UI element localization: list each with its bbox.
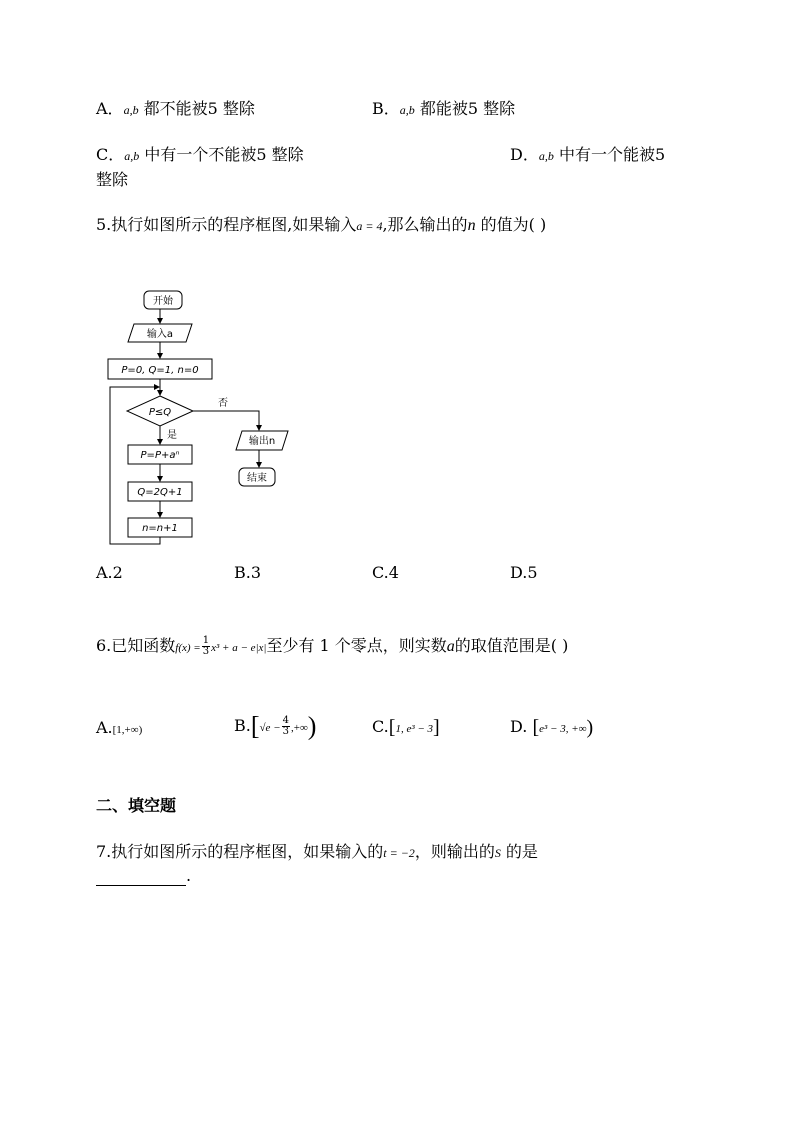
math-vars: a,b xyxy=(538,149,554,163)
flow-yes-label: 是 xyxy=(167,430,177,441)
q5-stem xyxy=(96,215,546,236)
math-vars: a,b xyxy=(124,149,140,163)
q5-option-c: C.4 xyxy=(372,563,399,582)
right-paren: ) xyxy=(586,716,594,739)
option-text: 中有一个不能被5 整除 xyxy=(144,145,304,164)
flow-start-label: 开始 xyxy=(153,296,173,307)
option-math: √e − xyxy=(259,722,281,734)
q4-option-d xyxy=(510,145,665,166)
math-fx: f(x) = xyxy=(175,642,201,654)
option-label: D. xyxy=(510,717,528,736)
period: . xyxy=(186,866,192,885)
q4-option-d-wrap: 整除 xyxy=(96,170,129,189)
right-paren: ) xyxy=(307,711,317,741)
q7-answer-line xyxy=(96,866,191,886)
q5-option-b: B.3 xyxy=(234,563,262,582)
math-var: n xyxy=(467,217,476,234)
option-text: 都不能被5 整除 xyxy=(143,99,255,118)
math-fraction xyxy=(202,636,210,657)
right-bracket: ] xyxy=(433,716,440,739)
math-expression: x³ + a − e|x| xyxy=(211,642,267,654)
fraction-num: 4 xyxy=(282,715,289,726)
flow-no-label: 否 xyxy=(218,398,228,409)
flow-init-label: P=0, Q=1, n=0 xyxy=(121,365,199,376)
stem-text: 的取值范围是( ) xyxy=(454,636,569,655)
flow-step3-label: n=n+1 xyxy=(142,523,178,534)
q6-option-a xyxy=(96,718,142,740)
left-bracket: [ xyxy=(250,711,260,741)
math-condition: t = −2 xyxy=(383,846,415,860)
left-bracket: [ xyxy=(388,716,396,739)
option-math: ,+∞ xyxy=(290,722,308,734)
math-vars: a,b xyxy=(399,103,415,117)
section-heading: 二、填空题 xyxy=(96,796,177,815)
stem-text: 的是 xyxy=(505,842,538,861)
q5-flowchart xyxy=(96,280,306,550)
flow-step1-label: P=P+aⁿ xyxy=(140,450,180,461)
stem-text: 6.已知函数 xyxy=(96,636,176,655)
option-math: e³ − 3, +∞ xyxy=(539,723,587,735)
stem-text: ，则输出的 xyxy=(414,842,495,861)
option-label: C． xyxy=(96,145,125,164)
q4-option-b xyxy=(372,99,515,120)
stem-text: 7.执行如图所示的程序框图，如果输入的 xyxy=(96,842,384,861)
q6-option-d xyxy=(510,712,593,744)
q6-option-b xyxy=(234,708,316,746)
stem-text: 5.执行如图所示的程序框图,如果输入 xyxy=(96,215,357,234)
q4-option-c xyxy=(96,145,304,166)
q4-option-a xyxy=(96,99,255,120)
q7-stem xyxy=(96,842,538,863)
math-var: S xyxy=(494,846,501,860)
answer-blank[interactable] xyxy=(96,869,186,886)
math-vars: a,b xyxy=(123,103,139,117)
flow-input-label: 输入a xyxy=(146,329,174,340)
q5-option-d: D.5 xyxy=(510,563,538,582)
option-text: 中有一个能被5 xyxy=(558,145,666,164)
math-fraction xyxy=(282,716,290,737)
option-label: B． xyxy=(372,99,400,118)
q6-option-c xyxy=(372,712,440,744)
flow-step2-label: Q=2Q+1 xyxy=(137,487,183,498)
option-math: 1, e³ − 3 xyxy=(395,723,434,735)
fraction-num: 1 xyxy=(202,635,210,646)
fraction-den: 3 xyxy=(282,726,289,737)
left-bracket: [ xyxy=(532,716,540,739)
option-text: 都能被5 整除 xyxy=(419,99,516,118)
q5-option-a: A.2 xyxy=(96,563,123,582)
fraction-den: 3 xyxy=(202,646,210,657)
flow-arrow-no xyxy=(193,411,259,430)
flow-decision-label: P≤Q xyxy=(148,407,172,418)
math-var: a xyxy=(446,638,455,655)
flow-end-label: 结束 xyxy=(247,473,267,484)
stem-text: 的值为( ) xyxy=(480,215,547,234)
option-label: D． xyxy=(510,145,539,164)
stem-text: ,那么输出的 xyxy=(382,215,468,234)
q6-stem xyxy=(96,630,568,664)
option-label: A． xyxy=(96,99,124,118)
option-label: C. xyxy=(372,717,389,736)
option-label: B. xyxy=(234,716,251,735)
option-math: [1,+∞) xyxy=(112,724,143,736)
stem-text: 至少有 1 个零点，则实数 xyxy=(266,636,447,655)
option-label: A. xyxy=(96,718,113,737)
math-condition: a = 4 xyxy=(356,219,383,233)
flow-output-label: 输出n xyxy=(248,436,276,447)
